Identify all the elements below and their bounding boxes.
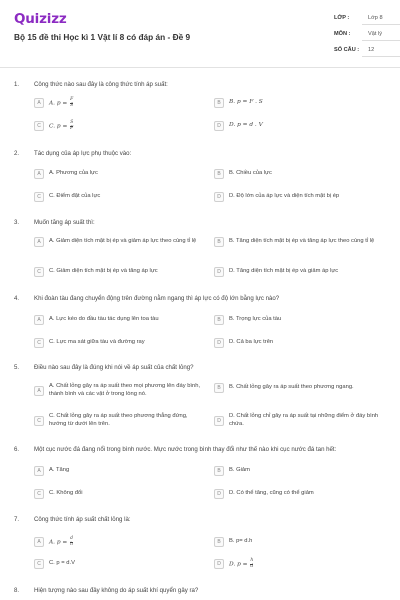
question-text: Khi đoàn tàu đang chuyển động trên đường nằm ngang thì áp lực có độ lớn bằng lực nào? [34,295,280,302]
option-text: B. p = F . S [229,99,263,106]
option-text: C. Chất lỏng gây ra áp suất theo phương thẳng đứng, hướng từ dưới lên trên. [49,413,188,427]
option-letter: B [214,169,224,179]
option-letter: D [214,121,224,131]
option-letter: C [34,416,44,426]
question-number: 3. [14,219,20,226]
option-text: A. Phương của lực [49,170,98,177]
option-a[interactable] [34,169,204,179]
option-d[interactable] [214,192,390,202]
option-b[interactable] [214,315,390,325]
fraction: $\frac{h}{d}$ [250,558,254,569]
option-text: D. p = d . V [229,122,263,129]
option-text: B. p= d.h [229,538,253,545]
option-c[interactable] [34,267,204,277]
question-number: 2. [14,150,20,157]
option-text: B. Giảm [229,467,250,474]
question-text: Muốn tăng áp suất thì: [34,219,95,226]
option-b[interactable] [214,169,390,179]
option-a[interactable] [34,98,204,108]
option-c[interactable] [34,559,204,569]
option-letter: B [214,98,224,108]
question-number: 8. [14,587,20,594]
question-text: Công thức tính áp suất chất lỏng là: [34,516,131,523]
option-d[interactable] [214,489,390,499]
option-text: D. Độ lớn của áp lực và diện tích mặt bị ép [229,193,340,200]
option-a[interactable] [34,315,204,325]
option-letter: B [214,237,224,247]
option-letter: D [214,559,224,569]
option-text: A. Giảm diện tích mặt bị ép và giảm áp lực theo cùng tỉ lệ [49,238,197,245]
option-c[interactable] [34,121,204,131]
option-letter: D [214,338,224,348]
option-letter: A [34,537,44,547]
option-text: B. Chiều của lực [229,170,272,177]
option-text: A. p = $\frac{F}{S}$ [49,97,74,108]
option-letter: A [34,169,44,179]
option-letter: D [214,192,224,202]
question-text: Tác dụng của áp lực phụ thuộc vào: [34,150,132,157]
meta-value: Vật lý [368,31,382,37]
quizizz-logo: Quizizz [14,11,67,27]
option-letter: C [34,192,44,202]
meta-divider [362,24,400,25]
option-text: B. Tăng diện tích mặt bị ép và tăng áp lực theo cùng tỉ lệ [229,238,375,245]
option-d[interactable] [214,121,390,131]
option-text: A. Lực kéo do đầu tàu tác dụng lên toa tàu [49,316,159,323]
option-text: C. p = d.V [49,560,75,567]
option-text: D. Cả ba lực trên [229,339,274,346]
option-letter: D [214,267,224,277]
option-text: A. Tăng [49,467,70,474]
option-letter: C [34,559,44,569]
option-c[interactable] [34,338,204,348]
meta-label: LỚP : [334,15,350,21]
option-letter: D [214,416,224,426]
option-a[interactable] [34,466,204,476]
option-text: A. p = $\frac{d}{h}$ [49,536,73,547]
meta-divider [362,40,400,41]
option-text: C. Không đổi [49,490,83,497]
option-d[interactable] [214,267,390,277]
option-text: C. Điểm đặt của lực [49,193,101,200]
option-text: A. Chất lỏng gây ra áp suất theo mọi phương lên đáy bình, thành bình và các vật ở trong lòng nó. [49,383,201,397]
option-letter: A [34,315,44,325]
question-text: Hiện tượng nào sau đây không do áp suất khí quyển gây ra? [34,587,199,594]
option-c[interactable] [34,192,204,202]
option-text: D. p = $\frac{h}{d}$ [229,558,254,569]
option-letter: B [214,315,224,325]
meta-label: SỐ CÂU : [334,47,360,53]
option-letter: A [34,237,44,247]
option-a[interactable] [34,537,204,547]
option-letter: C [34,121,44,131]
option-text: D. Có thể tăng, cũng có thể giảm [229,490,314,497]
fraction: $\frac{F}{S}$ [70,97,74,108]
option-d[interactable] [214,338,390,348]
question-number: 5. [14,364,20,371]
meta-divider [362,56,400,57]
option-c[interactable] [34,489,204,499]
option-letter: C [34,267,44,277]
option-text: D. Chất lỏng chỉ gây ra áp suất tại những điểm ở đáy bình chứa. [229,413,379,427]
option-text: C. Lực ma sát giữa tàu và đường ray [49,339,145,346]
option-letter: B [214,383,224,393]
question-number: 1. [14,81,20,88]
fraction: $\frac{d}{h}$ [70,536,73,547]
option-c[interactable] [34,413,204,428]
option-text: B. Trọng lực của tàu [229,316,282,323]
option-letter: B [214,537,224,547]
question-number: 4. [14,295,20,302]
option-letter: A [34,386,44,396]
question-number: 7. [14,516,20,523]
meta-value: 12 [368,47,375,53]
question-text: Công thức nào sau đây là công thức tính áp suất: [34,81,168,88]
option-a[interactable] [34,383,204,398]
option-a[interactable] [34,237,204,247]
option-d[interactable] [214,559,390,569]
option-b[interactable] [214,383,390,393]
page-title: Bộ 15 đề thi Học kì 1 Vật lí 8 có đáp án - Đề 9 [14,32,191,42]
option-text: D. Tăng diện tích mặt bị ép và giảm áp lực [229,268,339,275]
page-header [0,0,400,68]
option-letter: A [34,98,44,108]
option-text: C. p = $\frac{S}{F}$ [49,120,74,131]
option-d[interactable] [214,413,390,428]
option-letter: C [34,338,44,348]
question-number: 6. [14,446,20,453]
option-letter: A [34,466,44,476]
option-text: B. Chất lỏng gây ra áp suất theo phương ngang. [229,384,354,391]
option-b[interactable] [214,98,390,108]
option-letter: B [214,466,224,476]
option-letter: D [214,489,224,499]
question-text: Một cục nước đá đang nổi trong bình nước. Mực nước trong bình thay đổi như thế nào khi cục nước đá tan hết: [34,446,337,453]
question-text: Điều nào sau đây là đúng khi nói về áp suất của chất lỏng? [34,364,194,371]
option-letter: C [34,489,44,499]
option-text: C. Giảm diện tích mặt bị ép và tăng áp lực [49,268,158,275]
option-b[interactable] [214,537,390,547]
meta-label: MÔN : [334,31,351,37]
meta-value: Lớp 8 [368,15,383,21]
option-b[interactable] [214,466,390,476]
header-divider [0,67,400,68]
option-b[interactable] [214,237,390,247]
fraction: $\frac{S}{F}$ [70,120,74,131]
